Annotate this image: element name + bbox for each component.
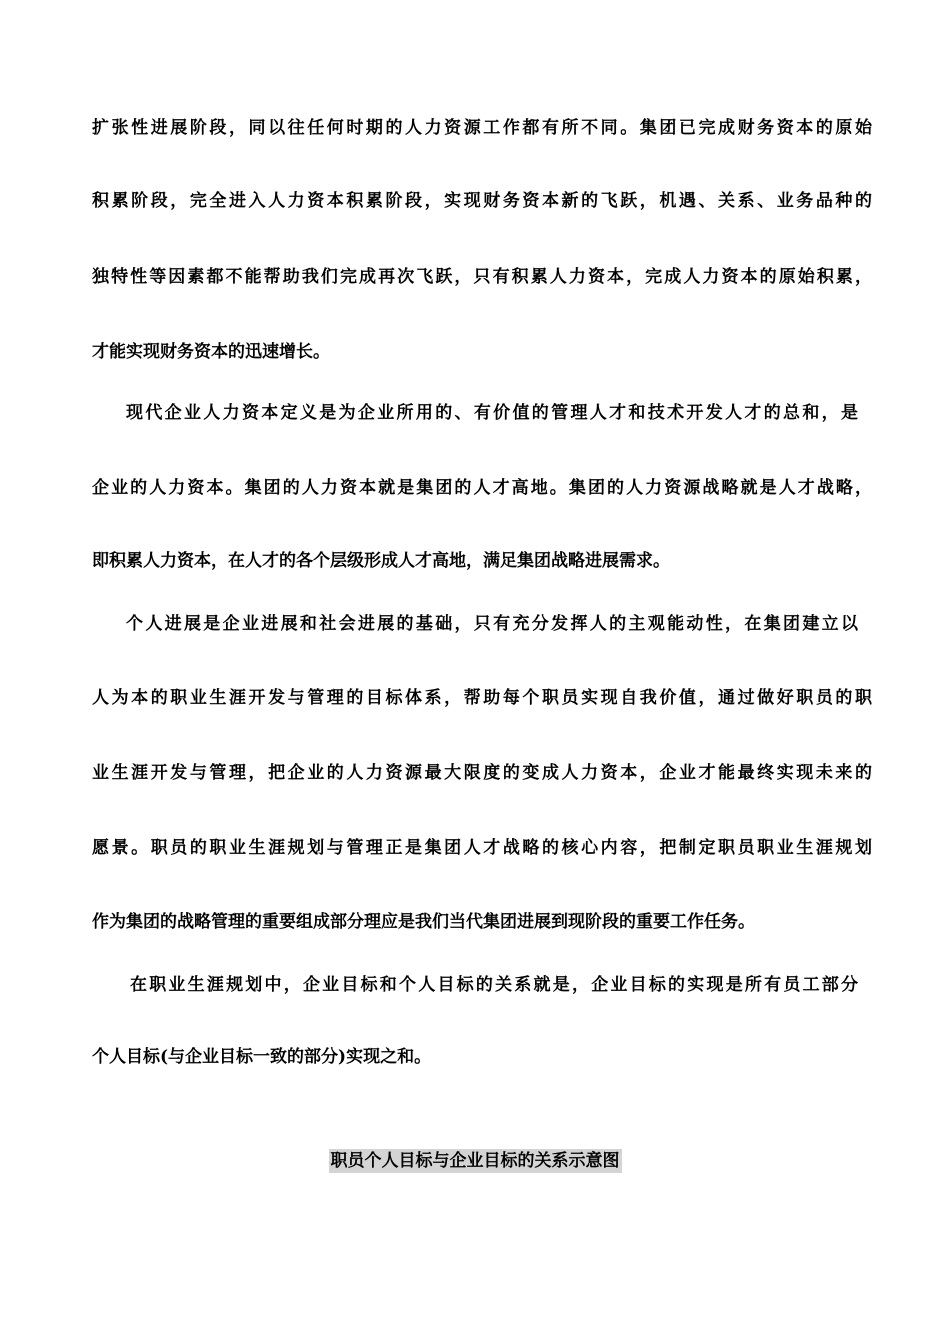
paragraph-3-line-5: 作为集团的战略管理的重要组成部分理应是我们当代集团进展到现阶段的重要工作任务。 (92, 912, 755, 932)
paragraph-3-line-1: 个人进展是企业进展和社会进展的基础，只有充分发挥人的主观能动性，在集团建立以 (126, 614, 858, 634)
paragraph-2-line-2: 企业的人力资本。集团的人力资本就是集团的人才高地。集团的人力资源战略就是人才战略， (92, 478, 872, 498)
paragraph-3-line-4: 愿景。职员的职业生涯规划与管理正是集团人才战略的核心内容，把制定职员职业生涯规划 (92, 838, 872, 858)
paragraph-1-line-3: 独特性等因素都不能帮助我们完成再次飞跃，只有积累人力资本，完成人力资本的原始积累， (92, 267, 872, 287)
paragraph-1-line-2: 积累阶段，完全进入人力资本积累阶段，实现财务资本新的飞跃，机遇、关系、业务品种的 (92, 191, 872, 211)
figure-caption-text: 职员个人目标与企业目标的关系示意图 (330, 1151, 620, 1171)
figure-caption (0, 1149, 950, 1173)
paragraph-2-line-3: 即积累人力资本，在人才的各个层级形成人才高地，满足集团战略进展需求。 (92, 551, 670, 571)
paragraph-3-line-2: 人为本的职业生涯开发与管理的目标体系，帮助每个职员实现自我价值，通过做好职员的职 (92, 688, 872, 708)
paragraph-2-line-1: 现代企业人力资本定义是为企业所用的、有价值的管理人才和技术开发人才的总和，是 (126, 403, 858, 423)
paragraph-3-line-3: 业生涯开发与管理，把企业的人力资源最大限度的变成人力资本，企业才能最终实现未来的 (92, 763, 872, 783)
paragraph-1-line-4: 才能实现财务资本的迅速增长。 (92, 342, 330, 362)
paragraph-4-line-2: 个人目标(与企业目标一致的部分)实现之和。 (92, 1047, 432, 1067)
paragraph-1-line-1: 扩张性进展阶段，同以往任何时期的人力资源工作都有所不同。集团已完成财务资本的原始 (92, 118, 872, 138)
paragraph-4-line-1: 在职业生涯规划中，企业目标和个人目标的关系就是，企业目标的实现是所有员工部分 (130, 975, 858, 995)
